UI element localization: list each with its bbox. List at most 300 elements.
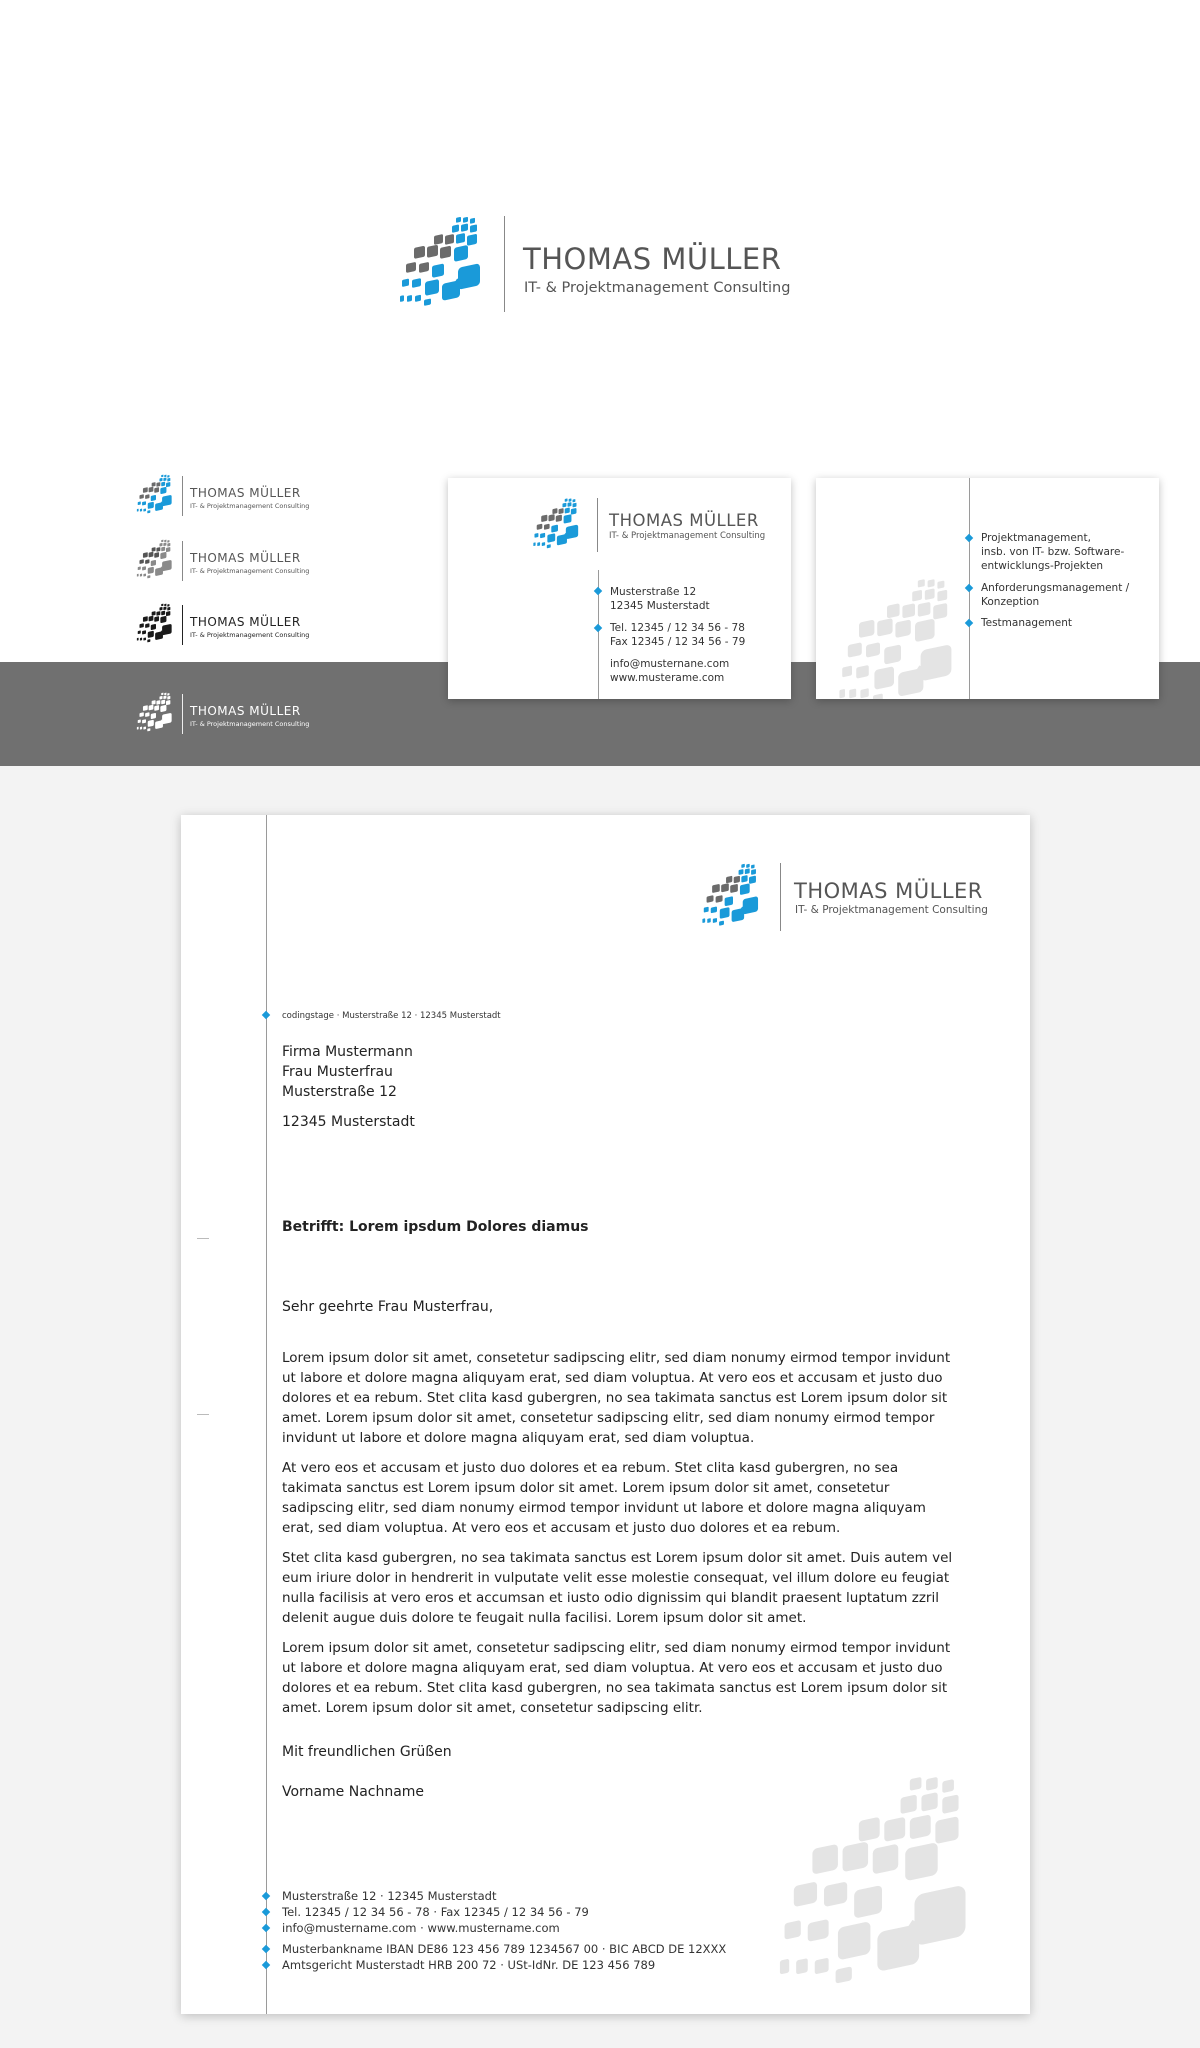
logo-variant-grey [136,539,326,583]
logo-tile [726,876,732,884]
logo-tile [566,524,578,539]
logo-tile [434,234,443,245]
logo-tile [147,510,150,513]
logo-tile [725,896,733,906]
logo-tile [156,482,160,487]
footer-web: info@mustername.com · www.mustername.com [282,1921,560,1935]
logo-tile [148,502,154,509]
logo-mark-color [701,863,765,933]
logo-tile [707,895,714,903]
logo-tile [161,547,165,552]
watermark-mark [757,1775,1007,2007]
logo-tile [163,542,166,546]
logo-divider [504,216,505,312]
logo-tile [711,906,717,913]
logo-divider [182,694,183,734]
logo-tile [573,499,576,502]
logo-tile [137,509,139,512]
logo-tile [145,559,149,564]
logo-tile [160,552,166,559]
logo-tile [138,501,141,505]
logo-tagline: IT- & Projektmanagement Consulting [524,280,791,296]
logo-tile [836,1966,852,1983]
logo-tile [145,712,149,717]
logo-tile [568,502,572,507]
logo-divider [780,863,781,931]
logo-tile [152,547,156,552]
logo-tile [139,623,143,628]
logo-tile [149,552,154,558]
bullet-icon [262,1924,270,1932]
logo-tagline: IT- & Projektmanagement Consulting [795,904,988,916]
logo-tile [745,868,750,874]
logo-tile [166,547,170,552]
logo-tile [154,616,159,622]
logo-tile [424,298,431,305]
logo-tile [167,607,170,611]
logo-tile [139,712,143,717]
logo-tile [159,543,162,547]
main-logo [398,212,808,312]
logo-tile [547,544,551,548]
logo-tile [937,590,947,602]
service-1-line-3: entwicklungs-Projekten [981,560,1104,572]
logo-tile [147,575,150,578]
logo-tile [166,611,170,616]
logo-tile [164,540,166,543]
logo-tile [815,1958,829,1975]
card-email: info@musternane.com [610,658,730,670]
logo-tile [156,611,160,616]
logo-tile [842,666,852,678]
logo-mark-grey [136,539,176,583]
logo-tile [740,883,750,895]
logo-tagline: IT- & Projektmanagement Consulting [190,720,310,728]
logo-name: THOMAS MÜLLER [609,511,759,530]
logo-tile [402,279,409,287]
footer-bank: Musterbankname IBAN DE86 123 456 789 1234567 00 · BIC ABCD DE 12XXX [282,1942,727,1956]
logo-name: THOMAS MÜLLER [190,704,301,718]
bullet-icon [594,587,602,595]
logo-tile [542,542,545,546]
logo-tile [749,876,756,884]
logo-tile [160,705,166,712]
logo-tile [915,618,935,642]
logo-tile [427,245,438,258]
logo-tile [541,515,547,522]
logo-tile [839,689,845,699]
logo-tile [138,719,141,723]
logo-tile [470,224,477,232]
logo-tile [854,1885,882,1919]
logo-tile [149,705,154,711]
logo-tile [902,603,915,618]
logo-tile [148,567,154,574]
logo-tile [161,475,163,478]
logo-tile [794,1881,817,1907]
logo-tile [848,642,862,658]
logo-tile [860,688,868,698]
logo-tile [138,630,141,634]
logo-tagline: IT- & Projektmanagement Consulting [190,502,310,510]
logo-tile [143,487,148,493]
letter-paragraph-2: At vero eos et accusam et justo duo dolores et ea rebum. Stet clita kasd gubergren, no sea takimata sanctus est Lorem ipsum dolor sit amet. Lorem ipsum dolor sit amet, consetetur sadipscing elitr, sed diam nonumy eirmod tempor invidunt ut labore et dolore magna aliquyam erat, sed diam voluptua. At vero eos et accusam et justo duo dolores et ea rebum. [282,1460,926,1536]
logo-tile [162,713,172,725]
card-address-1: Musterstraße 12 [610,586,697,598]
card-fax: Fax 12345 / 12 34 56 - 79 [610,636,746,648]
service-3: Testmanagement [981,617,1073,629]
logo-tile [901,1794,917,1814]
logo-tile [887,603,900,618]
logo-tile [156,700,160,705]
logo-tile [140,574,142,577]
bullet-icon [262,1945,270,1953]
logo-tile [746,864,749,868]
logo-tile [713,918,717,923]
logo-tile [925,588,935,600]
logo-tile [152,482,156,487]
logo-tile [137,638,139,641]
logo-tile [164,475,166,478]
logo-tile [159,478,162,482]
business-card-back [816,478,1159,699]
logo-tile [565,507,570,513]
logo-tile [463,217,468,223]
logo-tile [143,573,146,576]
logo-tile [921,644,952,681]
service-1-line-1: Projektmanagement, [981,532,1091,544]
logo-tile [452,224,459,232]
logo-variant-color [136,474,326,518]
logo-tile [716,895,723,903]
logo-tile [152,700,156,705]
logo-tile [407,295,412,302]
logo-tile [556,515,562,522]
logo-tile [843,1841,869,1872]
logo-tile [873,1844,899,1875]
logo-tile [856,665,869,679]
logo-tile [921,1792,937,1812]
logo-tile [849,688,856,698]
logo-tile [796,1958,808,1974]
logo-tile [138,566,141,570]
logo-tile [161,700,165,705]
logo-tile [147,728,150,731]
logo-tile [167,543,170,547]
logo-tile [162,624,172,636]
logo-tagline: IT- & Projektmanagement Consulting [190,567,310,575]
logo-tile [147,639,150,642]
logo-divider [182,541,183,581]
logo-tile [159,607,162,611]
logo-tile [739,869,744,875]
logo-tile [467,234,477,246]
service-2-line-2: Konzeption [981,596,1040,608]
logo-tile [454,245,468,262]
card-address-2: 12345 Musterstadt [610,600,710,612]
logo-tile [161,611,165,616]
logo-tile [167,604,169,607]
logo-tile [571,508,577,515]
logo-name: THOMAS MÜLLER [523,242,782,276]
bullet-icon [262,1908,270,1916]
logo-tile [159,696,162,700]
logo-tile [154,705,159,711]
recipient-line-2: Frau Musterfrau [282,1064,393,1080]
logo-name: THOMAS MÜLLER [190,615,301,629]
recipient-line-1: Firma Mustermann [282,1044,413,1060]
logo-tile [167,540,169,543]
logo-tile [734,876,740,884]
logo-tile [808,1919,829,1942]
logo-tile [164,693,166,696]
logo-tile [926,1777,938,1791]
logo-tile [859,619,874,638]
logo-tile [167,475,169,478]
logo-tile [741,875,747,883]
logo-variant-black [136,603,326,647]
logo-tile [559,508,564,514]
logo-tile [163,695,166,699]
logo-mark-black [136,603,176,647]
logo-tile [928,579,935,587]
logo-tile [139,494,143,499]
logo-tile [140,638,142,641]
logo-tile [730,884,738,893]
logo-tile [720,907,730,919]
logo-divider [182,605,183,645]
logo-tile [838,1921,870,1960]
logo-tile [707,918,710,923]
logo-tile [167,696,170,700]
logo-tile [470,218,475,224]
card-phone: Tel. 12345 / 12 34 56 - 78 [610,622,745,634]
logo-tile [162,560,172,572]
logo-tile [164,604,166,607]
logo-tile [152,611,156,616]
logo-tile [162,495,172,507]
logo-tile [785,1920,801,1940]
logo-tile [156,547,160,552]
logo-mark-white [136,692,176,736]
logo-tile [552,508,557,514]
bullet-icon [262,1892,270,1900]
logo-tile [743,896,758,915]
logo-tile [143,616,148,622]
logo-tile [547,533,555,543]
logo-tile [167,693,169,696]
letter-paragraph-4: Lorem ipsum dolor sit amet, consetetur sadipscing elitr, sed diam nonumy eirmod tempor invidunt ut labore et dolore magna aliquyam erat, sed diam voluptua. At vero eos et accusam et justo duo dolores et ea rebum. Stet clita kasd gubergren, no sea takimata sanctus est Lorem ipsum dolor sit amet. Lorem ipsum dolor sit amet, consetetur sadipscing elitr. [282,1640,951,1716]
logo-tile [859,1817,880,1842]
logo-tile [154,487,159,493]
logo-tile [142,501,146,505]
logo-tile [167,478,170,482]
bullet-icon [594,624,602,632]
logo-tile [137,727,139,730]
logo-tile [151,624,156,630]
bullet-icon [965,534,973,542]
logo-tile [884,1817,905,1842]
logo-tile [721,883,729,892]
logo-tile [719,921,724,926]
logo-tile [419,262,429,273]
logo-mark-color [532,498,584,554]
logo-tile [780,1959,789,1975]
logo-tile [933,603,947,620]
logo-tile [540,533,545,539]
logo-tile [544,524,550,530]
watermark-mark [826,578,976,699]
fold-mark [197,1414,209,1415]
card-website: www.musterame.com [610,672,725,684]
logo-tile [937,580,944,588]
logo-tile [166,482,170,487]
logo-tile [148,720,154,727]
logo-tile [704,907,709,913]
logo-tile [918,579,925,587]
bullet-icon [262,1961,270,1969]
logo-tile [143,508,146,511]
logo-tile [533,542,535,546]
letter-salutation: Sehr geehrte Frau Musterfrau, [282,1299,494,1315]
logo-tile [151,713,156,719]
bullet-icon [262,1011,270,1019]
logo-tile [905,1842,937,1881]
logo-tile [912,590,922,602]
letter-subject: Betrifft: Lorem ipsdum Dolores diamus [282,1219,589,1235]
logo-mark-color [398,216,490,316]
logo-tile [145,494,149,499]
letter-paragraph-1: Lorem ipsum dolor sit amet, consetetur sadipscing elitr, sed diam nonumy eirmod tempor invidunt ut labore et dolore magna aliquyam erat, sed diam voluptua. At vero eos et accusam et justo duo dolores et ea rebum. Stet clita kasd gubergren, no sea takimata sanctus est Lorem ipsum dolor sit amet. Lorem ipsum dolor sit amet, consetetur sadipscing elitr, sed diam nonumy eirmod tempor invidunt ut labore et dolore magna aliquyam erat, sed diam voluptua. [282,1350,951,1446]
logo-tile [148,631,154,638]
logo-tile [461,223,468,231]
logo-tile [751,864,754,868]
logo-tile [874,666,894,690]
logo-tile [140,727,142,730]
letter-signature: Vorname Nachname [282,1784,425,1800]
logo-tile [137,574,139,577]
service-1-line-2: insb. von IT- bzw. Software- [981,546,1125,558]
logo-tile [914,1884,965,1946]
logo-tile [573,503,577,508]
logo-variant-white [136,692,326,736]
logo-tile [565,498,568,501]
return-address: codingstage · Musterstraße 12 · 12345 Musterstadt [282,1011,501,1021]
logo-tile [400,295,404,302]
letter-paragraph-3: Stet clita kasd gubergren, no sea takimata sanctus est Lorem ipsum dolor sit amet. Duis autem vel eum iriure dolor in hendrerit in vulputate velit esse molestie consequat, vel illum dolore eu feugiat nulla facilisis at vero eros et accumsan et iusto odio dignissim qui blandit praesent luptatum zzril delenit augue duis dolore te feugait nulla facilisi. Lorem ipsum dolor sit amet. [282,1550,953,1626]
logo-tile [425,279,439,296]
logo-tile [537,524,543,530]
logo-tile [942,1794,958,1814]
logo-tile [445,234,454,245]
logo-tile [161,540,163,543]
logo-tile [161,482,165,487]
logo-tile [163,477,166,481]
logo-tile [537,542,540,546]
logo-tile [161,693,163,696]
logo-tile [942,1779,954,1793]
letter-margin-line [266,815,267,2014]
logo-divider [597,498,598,552]
logo-tile [741,864,744,868]
letter-closing: Mit freundlichen Grüßen [282,1744,452,1760]
logo-tile [918,602,931,617]
logo-tile [142,566,146,570]
logo-tile [139,559,143,564]
logo-tile [935,1816,958,1844]
logo-tile [877,618,892,637]
logo-tile [712,884,720,893]
logo-tile [151,560,156,566]
logo-tagline: IT- & Projektmanagement Consulting [609,531,766,541]
logo-name: THOMAS MÜLLER [190,551,301,565]
logo-tile [866,642,880,658]
logo-tile [143,705,148,711]
letterhead-page [181,815,1030,2014]
logo-tile [149,487,154,493]
logo-tile [151,495,156,501]
logo-tile [163,606,166,610]
footer-phone: Tel. 12345 / 12 34 56 - 78 · Fax 12345 / 12 34 56 - 79 [282,1905,589,1919]
logo-name: THOMAS MÜLLER [794,879,983,903]
service-2-line-1: Anforderungsmanagement / [981,582,1130,594]
logo-tile [149,616,154,622]
logo-tile [548,514,554,521]
logo-tile [534,533,538,538]
logo-tile [432,263,444,278]
logo-tile [160,487,166,494]
recipient-line-4: 12345 Musterstadt [282,1114,415,1130]
footer-address: Musterstraße 12 · 12345 Musterstadt [282,1889,497,1903]
logo-tile [562,503,566,508]
logo-tile [551,525,558,533]
logo-divider [182,476,183,516]
logo-tile [154,552,159,558]
logo-tile [415,295,421,302]
logo-tile [895,619,910,638]
logo-tile [910,1777,922,1791]
logo-tile [702,918,705,923]
logo-tile [140,509,142,512]
footer-register: Amtsgericht Musterstadt HRB 200 72 · USt-IdNr. DE 123 456 789 [282,1958,656,1972]
logo-tile [145,623,149,628]
logo-tile [142,719,146,723]
logo-tile [412,278,421,288]
logo-tile [910,1814,931,1839]
logo-tile [406,262,416,273]
logo-tile [564,514,572,524]
logo-tile [569,498,572,501]
logo-tile [824,1881,847,1907]
logo-tile [142,630,146,634]
logo-tile [161,604,163,607]
logo-tile [440,246,451,259]
logo-mark-color [136,474,176,518]
logo-tile [456,233,465,244]
logo-tile [143,552,148,558]
logo-tile [143,726,146,729]
logo-tile [143,637,146,640]
logo-tile [458,263,480,290]
business-card-front [448,478,791,699]
logo-tile [812,1844,838,1875]
logo-tagline: IT- & Projektmanagement Consulting [190,631,310,639]
recipient-line-3: Musterstraße 12 [282,1084,397,1100]
logo-tile [751,869,756,875]
logo-tile [160,616,166,623]
logo-tile [456,217,461,223]
logo-name: THOMAS MÜLLER [190,486,301,500]
